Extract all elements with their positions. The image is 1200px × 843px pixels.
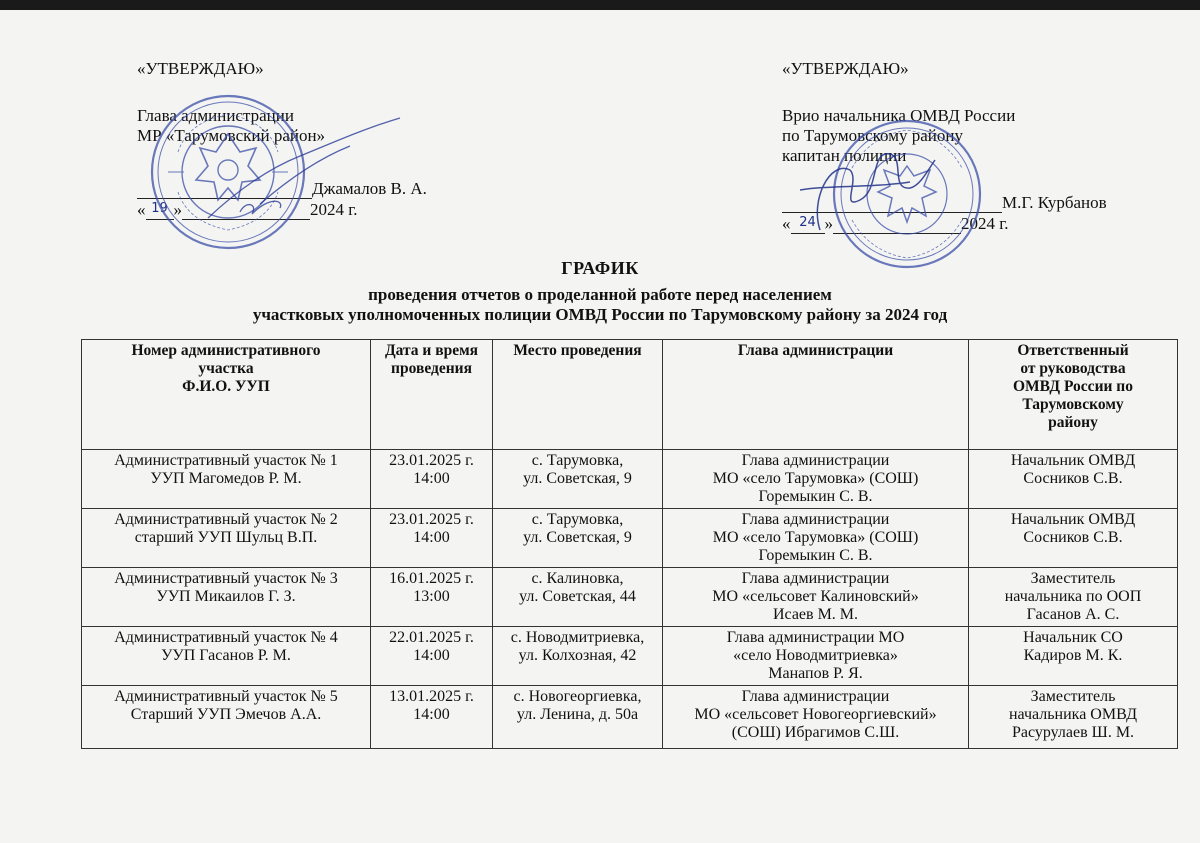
cell-text: Глава администрации	[741, 452, 890, 469]
cell-text: Заместитель	[1030, 570, 1116, 587]
cell-text: Манапов Р. Я.	[768, 665, 863, 682]
date-quote: »	[824, 214, 833, 233]
district-cell	[82, 509, 371, 568]
cell-text: 14:00	[413, 647, 450, 664]
cell-text: Административный участок № 2	[114, 511, 338, 528]
cell-text: Начальник ОМВД	[1010, 511, 1136, 528]
cell-text: Старший УУП Эмечов А.А.	[130, 706, 322, 723]
datetime-cell	[371, 686, 493, 749]
header-text: проведения	[391, 360, 472, 377]
header-text: Место проведения	[513, 342, 642, 359]
cell-text: Кадиров М. К.	[1023, 647, 1123, 664]
cell-text: Глава администрации	[741, 688, 890, 705]
cell-text: МО «сельсовет Новогеоргиевский»	[694, 706, 937, 723]
table-row	[82, 509, 1178, 568]
cell-text: УУП Микаилов Г. З.	[156, 588, 296, 605]
responsible-cell	[969, 450, 1178, 509]
cell-text: с. Тарумовка,	[531, 452, 624, 469]
cell-text: УУП Магомедов Р. М.	[150, 470, 302, 487]
cell-text: с. Тарумовка,	[531, 511, 624, 528]
cell-text: УУП Гасанов Р. М.	[161, 647, 291, 664]
cell-text: 14:00	[413, 470, 450, 487]
cell-text: МО «село Тарумовка» (СОШ)	[712, 529, 919, 546]
table-row	[82, 627, 1178, 686]
header-text: Номер административного	[131, 342, 321, 359]
cell-text: 22.01.2025 г.	[389, 629, 474, 646]
header-datetime	[371, 340, 493, 450]
header-text: Ф.И.О. УУП	[182, 378, 270, 395]
cell-text: Расурулаев Ш. М.	[1011, 724, 1135, 741]
cell-text: Административный участок № 1	[114, 452, 338, 469]
cell-text: 23.01.2025 г.	[389, 511, 474, 528]
cell-text: Горемыкин С. В.	[758, 488, 873, 505]
date-quote: «	[137, 200, 146, 219]
signature-scribble	[200, 108, 410, 228]
approval-position: Глава администрации	[137, 106, 294, 125]
place-cell	[493, 686, 663, 749]
cell-text: 16.01.2025 г.	[389, 570, 474, 587]
cell-text: с. Новодмитриевка,	[510, 629, 645, 646]
signer-name: М.Г. Курбанов	[1002, 193, 1107, 212]
photo-top-edge	[0, 0, 1200, 10]
date-year: 2024 г.	[310, 200, 358, 219]
cell-text: Сосников С.В.	[1023, 470, 1123, 487]
cell-text: Горемыкин С. В.	[758, 547, 873, 564]
cell-text: (СОШ) Ибрагимов С.Ш.	[731, 724, 900, 741]
cell-text: Заместитель	[1030, 688, 1116, 705]
admin-head-cell	[663, 568, 969, 627]
cell-text: с. Калиновка,	[531, 570, 624, 587]
cell-text: с. Новогеоргиевка,	[513, 688, 642, 705]
cell-text: МО «село Тарумовка» (СОШ)	[712, 470, 919, 487]
cell-text: ул. Советская, 44	[519, 588, 636, 605]
header-text: Дата и время	[384, 342, 479, 359]
cell-text: начальника ОМВД	[1008, 706, 1138, 723]
header-text: Ответственный	[1017, 342, 1129, 359]
place-cell	[493, 450, 663, 509]
district-cell	[82, 686, 371, 749]
table-row	[82, 450, 1178, 509]
date-day: 24	[791, 213, 825, 234]
cell-text: начальника по ООП	[1004, 588, 1142, 605]
place-cell	[493, 627, 663, 686]
approval-heading: «УТВЕРЖДАЮ»	[782, 59, 909, 78]
header-text: участка	[198, 360, 254, 377]
cell-text: старший УУП Шульц В.П.	[134, 529, 318, 546]
cell-text: Глава администрации	[741, 511, 890, 528]
approval-position: по Тарумовскому району	[782, 126, 963, 145]
table-header-row	[82, 340, 1178, 450]
datetime-cell	[371, 568, 493, 627]
cell-text: 13.01.2025 г.	[389, 688, 474, 705]
admin-head-cell	[663, 450, 969, 509]
document-title: ГРАФИК	[561, 258, 639, 278]
approval-position: Врио начальника ОМВД России	[782, 106, 1016, 125]
cell-text: 23.01.2025 г.	[389, 452, 474, 469]
cell-text: «село Новодмитриевка»	[733, 647, 898, 664]
cell-text: Сосников С.В.	[1023, 529, 1123, 546]
date-year: 2024 г.	[961, 214, 1009, 233]
cell-text: Административный участок № 4	[114, 629, 338, 646]
cell-text: Глава администрации МО	[726, 629, 905, 646]
place-cell	[493, 509, 663, 568]
cell-text: Глава администрации	[741, 570, 890, 587]
datetime-cell	[371, 450, 493, 509]
admin-head-cell	[663, 686, 969, 749]
cell-text: МО «сельсовет Калиновский»	[712, 588, 919, 605]
header-text: Тарумовскому	[1022, 396, 1124, 413]
header-place	[493, 340, 663, 450]
district-cell	[82, 627, 371, 686]
approval-position: капитан полиции	[782, 146, 907, 165]
schedule-table	[81, 339, 1178, 749]
cell-text: ул. Советская, 9	[523, 529, 632, 546]
responsible-cell	[969, 568, 1178, 627]
cell-text: 14:00	[413, 706, 450, 723]
approval-position: МР «Тарумовский район»	[137, 126, 326, 145]
document-subtitle: участковых уполномоченных полиции ОМВД России по Тарумовскому району за 2024 год	[252, 305, 948, 324]
responsible-cell	[969, 627, 1178, 686]
signer-name: Джамалов В. А.	[312, 179, 427, 198]
header-text: от руководства	[1020, 360, 1126, 377]
document-subtitle: проведения отчетов о проделанной работе перед населением	[368, 285, 832, 304]
cell-text: ул. Советская, 9	[523, 470, 632, 487]
header-admin-head	[663, 340, 969, 450]
cell-text: Исаев М. М.	[772, 606, 859, 623]
cell-text: ул. Колхозная, 42	[518, 647, 637, 664]
header-text: ОМВД России по	[1013, 378, 1133, 395]
admin-head-cell	[663, 509, 969, 568]
header-district	[82, 340, 371, 450]
date-quote: »	[173, 200, 182, 219]
cell-text: ул. Ленина, д. 50а	[516, 706, 639, 723]
header-text: Глава администрации	[737, 342, 894, 359]
cell-text: Административный участок № 5	[114, 688, 338, 705]
table-row	[82, 686, 1178, 749]
cell-text: 14:00	[413, 529, 450, 546]
responsible-cell	[969, 686, 1178, 749]
district-cell	[82, 450, 371, 509]
responsible-cell	[969, 509, 1178, 568]
header-responsible	[969, 340, 1178, 450]
place-cell	[493, 568, 663, 627]
cell-text: Гасанов А. С.	[1026, 606, 1120, 623]
datetime-cell	[371, 627, 493, 686]
cell-text: Начальник СО	[1023, 629, 1123, 646]
admin-head-cell	[663, 627, 969, 686]
cell-text: Административный участок № 3	[114, 570, 338, 587]
cell-text: Начальник ОМВД	[1010, 452, 1136, 469]
date-quote: «	[782, 214, 791, 233]
datetime-cell	[371, 509, 493, 568]
header-text: району	[1048, 414, 1098, 431]
district-cell	[82, 568, 371, 627]
date-day: 19	[146, 199, 174, 220]
approval-heading: «УТВЕРЖДАЮ»	[137, 59, 264, 78]
cell-text: 13:00	[413, 588, 450, 605]
signature-scribble	[790, 130, 940, 240]
table-row	[82, 568, 1178, 627]
